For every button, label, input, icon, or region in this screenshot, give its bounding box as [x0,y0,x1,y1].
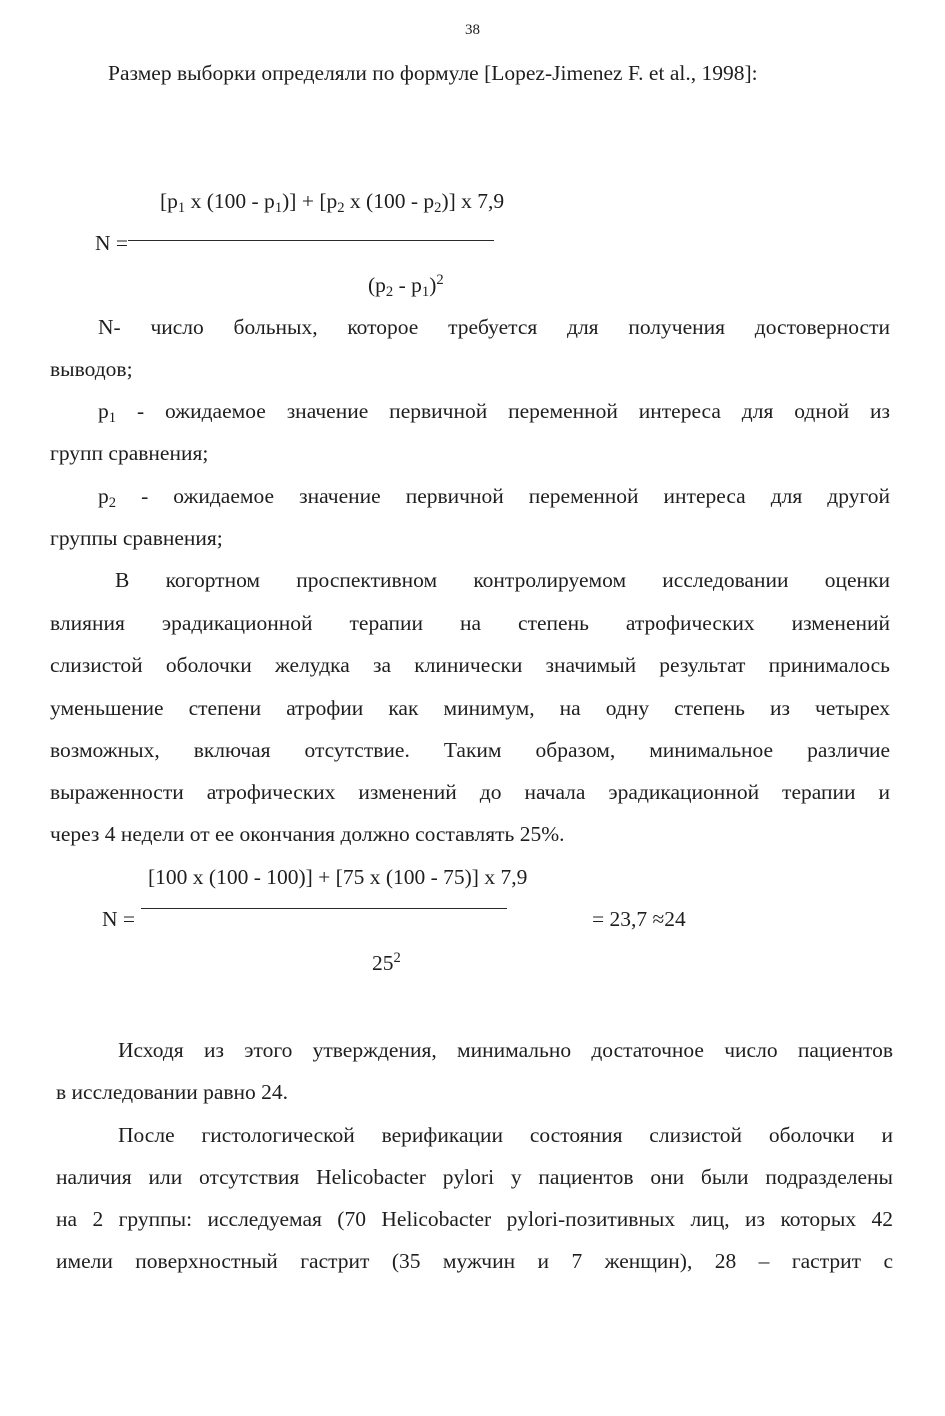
conclusion-paragraph-line: в исследовании равно 24. [56,1080,289,1104]
def-p2-line1: $p_2$ - ожидаемое значение первичной переменной интереса для другой [98,484,890,512]
formula1-numerator: [$p_1$ x $(100 - p_1)] + [p_2$ x $(100 - p_2)$] x 7,9 [160,189,505,217]
def-p1-line1: $p_1$ - ожидаемое значение первичной переменной интереса для одной из [98,399,890,427]
formula2-fraction-bar [141,908,507,909]
conclusion-paragraph-line: Исходя из этого утверждения, минимально достаточное число пациентов [118,1038,893,1062]
def-n-line2: выводов; [50,357,133,381]
cohort-paragraph-line: В когортном проспективном контролируемом исследовании оценки [115,568,890,592]
def-p1-line2: групп сравнения; [50,441,209,465]
formula2-denominator: $25^2$ [372,949,401,975]
cohort-paragraph-line: через 4 недели от ее окончания должно составлять 25%. [50,822,565,846]
groups-paragraph-line: После гистологической верификации состояния слизистой оболочки и [118,1123,893,1147]
cohort-paragraph-line: выраженности атрофических изменений до начала эрадикационной терапии и [50,780,890,804]
formula2-lhs: N = [102,907,136,931]
formula2-numerator: [100 x (100 - 100)] + [75 x (100 - 75)] x 7,9 [148,865,528,889]
cohort-paragraph-line: влияния эрадикационной терапии на степень атрофических изменений [50,611,890,635]
formula2-result: = 23,7 ≈24 [592,907,686,931]
formula1-fraction-bar [128,240,494,241]
groups-paragraph-line: на 2 группы: исследуемая (70 Helicobacter pylori-позитивных лиц, из которых 42 [56,1207,893,1231]
intro-line: Размер выборки определяли по формуле [Lopez-Jimenez F. et al., 1998]: [108,61,758,85]
groups-paragraph-line: имели поверхностный гастрит (35 мужчин и 7 женщин), 28 – гастрит с [56,1249,893,1273]
cohort-paragraph-line: слизистой оболочки желудка за клинически значимый результат принималось [50,653,890,677]
cohort-paragraph-line: уменьшение степени атрофии как минимум, на одну степень из четырех [50,696,890,720]
def-p2-line2: группы сравнения; [50,526,223,550]
page-number: 38 [465,22,480,38]
formula1-denominator: $(p_2 - p_1)^2$ [368,271,444,301]
groups-paragraph-line: наличия или отсутствия Helicobacter pylori у пациентов они были подразделены [56,1165,893,1189]
cohort-paragraph-line: возможных, включая отсутствие. Таким образом, минимальное различие [50,738,890,762]
def-n-line1: N- число больных, которое требуется для получения достоверности [98,315,890,339]
formula1-lhs: N = [95,231,129,255]
